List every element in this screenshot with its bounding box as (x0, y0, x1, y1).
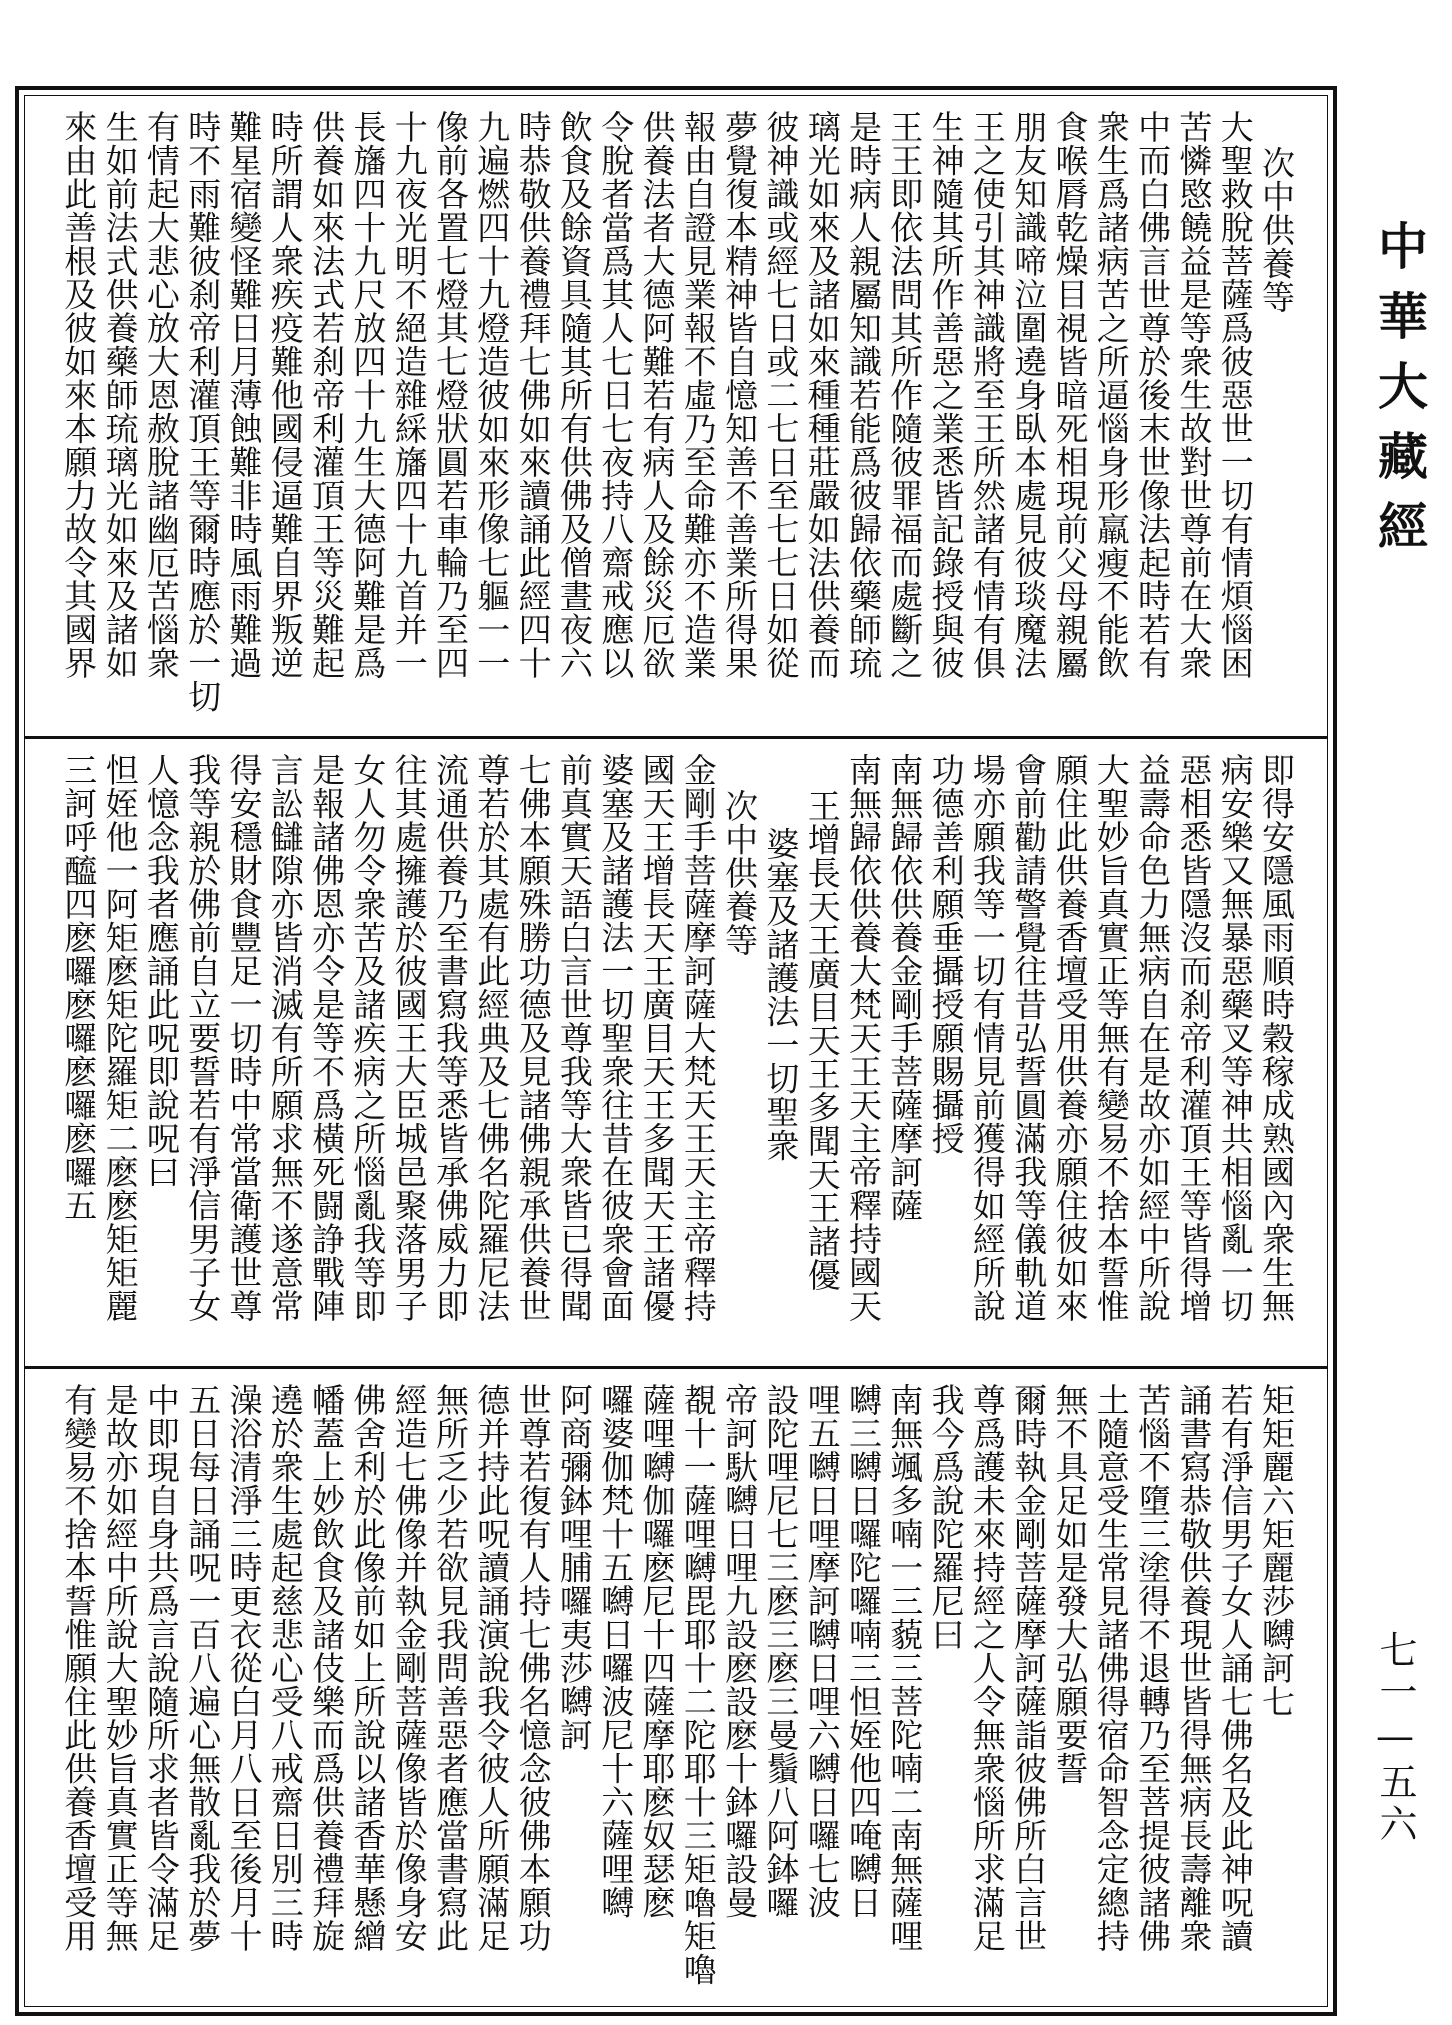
text-column: 哩五嚩日哩摩訶嚩日哩六嚩日囉七波 (802, 1383, 842, 1919)
text-column: 王之使引其神識將至王所然諸有情有俱 (967, 110, 1007, 680)
text-column: 誦書寫恭敬供養現世皆得無病長壽離衆 (1174, 1383, 1214, 1953)
text-column: 有變易不捨本誓惟願住此供養香壇受用 (59, 1383, 99, 1953)
text-column: 王增長天王廣目天王多聞天王諸優 (802, 789, 842, 1292)
text-column: 時恭敬供養禮拜七佛如來讀誦此經四十 (513, 110, 553, 680)
text-column: 生如前法式供養藥師琉璃光如來及諸如 (100, 110, 140, 680)
text-column: 令脫者當爲其人七日七夜持八齋戒應以 (596, 110, 636, 680)
text-column: 得安穩財食豐足一切時中常當衛護世尊 (224, 753, 264, 1323)
text-column: 佛舍利於此像前如上所說以諸香華懸繒 (348, 1383, 388, 1953)
text-column: 九遍燃四十九燈造彼如來形像七軀一一 (472, 110, 512, 680)
text-column: 矩矩麗六矩麗莎嚩訶七 (1257, 1383, 1296, 1718)
text-column: 功德善利願垂攝授願賜攝授 (926, 753, 966, 1155)
page-frame-inner (24, 95, 1328, 2007)
text-column: 食喉脣乾燥目視皆暗死相現前父母親屬 (1050, 110, 1090, 680)
text-column: 供養如來法式若刹帝利灌頂王等災難起 (307, 110, 347, 680)
text-column: 嚩三嚩日囉陀囉喃三怛姪他四唵嚩日 (844, 1383, 883, 1919)
text-column: 會前勸請警覺往昔弘誓圓滿我等儀軌道 (1009, 753, 1049, 1323)
middle-register (25, 736, 1327, 1366)
text-column: 婆塞及諸護法一切聖衆往昔在彼衆會面 (596, 753, 636, 1323)
text-column: 三訶呼醯四麽囉麽囉麽囉麽囉五 (59, 753, 99, 1222)
text-column: 幡蓋上妙飲食及諸伎樂而爲供養禮拜旋 (307, 1383, 347, 1953)
text-column: 流通供養乃至書寫我等悉皆承佛威力即 (431, 753, 470, 1323)
text-column: 我等親於佛前自立要誓若有淨信男子女 (183, 753, 223, 1323)
text-column: 王王即依法問其所作隨彼罪福而處斷之 (885, 110, 925, 680)
text-column: 次中供養等 (720, 789, 760, 957)
text-column: 生神隨其所作善惡之業悉皆記錄授與彼 (926, 110, 966, 680)
text-column: 是時病人親屬知識若能爲彼歸依藥師琉 (844, 110, 883, 680)
text-column: 土隨意受生常見諸佛得宿命智念定總持 (1091, 1383, 1131, 1953)
text-column: 世尊若復有人持七佛名憶念彼佛本願功 (513, 1383, 553, 1953)
text-column: 惡相悉皆隱沒而刹帝利灌頂王等皆得增 (1174, 753, 1214, 1323)
text-column: 璃光如來及諸如來種種莊嚴如法供養而 (802, 110, 842, 680)
text-column: 大聖救脫菩薩爲彼惡世一切有情煩惱困 (1215, 110, 1255, 680)
text-column: 往其處擁護於彼國王大臣城邑聚落男子 (389, 753, 429, 1323)
text-column: 難星宿變怪難日月薄蝕難非時風雨難過 (224, 110, 264, 680)
text-column: 尊若於其處有此經典及七佛名陀羅尼法 (472, 753, 512, 1323)
text-column: 益壽命色力無病自在是故亦如經中所說 (1133, 753, 1173, 1323)
text-column: 朋友知識啼泣圍遶身臥本處見彼琰魔法 (1009, 110, 1049, 680)
text-column: 中即現自身共爲言說隨所求者皆令滿足 (141, 1383, 181, 1953)
text-column: 長旛四十九尺放四十九生大德阿難是爲 (348, 110, 388, 680)
text-column: 次中供養等 (1257, 146, 1296, 314)
text-column: 有情起大悲心放大恩赦脫諸幽厄苦惱衆 (141, 110, 181, 680)
page-number: 七一—五六 (1373, 1630, 1417, 1846)
text-column: 報由自證見業報不虛乃至命難亦不造業 (678, 110, 718, 680)
text-column: 時所謂人衆疾疫難他國侵逼難自界叛逆 (265, 110, 305, 680)
upper-register (25, 96, 1327, 736)
text-column: 無不具足如是發大弘願要誓 (1050, 1383, 1090, 1785)
text-column: 夢覺復本精神皆自憶知善不善業所得果 (720, 110, 760, 680)
text-column: 五日每日誦呪一百八遍心無散亂我於夢 (183, 1383, 223, 1953)
text-column: 供養法者大德阿難若有病人及餘災厄欲 (637, 110, 677, 680)
text-column: 即得安隱風雨順時穀稼成熟國內衆生無 (1257, 753, 1296, 1323)
text-column: 來由此善根及彼如來本願力故令其國界 (59, 110, 99, 680)
text-column: 經造七佛像并執金剛菩薩像皆於像身安 (389, 1383, 429, 1953)
text-column: 帝訶馱嚩日哩九設麽設麽十鉢囉設曼 (720, 1383, 760, 1919)
text-column: 若有淨信男子女人誦七佛名及此神呪讀 (1215, 1383, 1255, 1953)
text-column: 澡浴清淨三時更衣從白月八日至後月十 (224, 1383, 264, 1953)
text-column: 人憶念我者應誦此呪即說呪曰 (141, 753, 181, 1189)
text-column: 前真實天語白言世尊我等大衆皆已得聞 (554, 753, 594, 1323)
page-frame (15, 86, 1337, 2016)
text-column: 十九夜光明不絕造雜綵旛四十九首并一 (389, 110, 429, 680)
text-column: 願住此供養香壇受用供養亦願住彼如來 (1050, 753, 1090, 1323)
text-column: 彼神識或經七日或二七日至七七日如從 (761, 110, 801, 680)
text-column: 南無颯多喃一三藐三菩陀喃二南無薩哩 (885, 1383, 925, 1953)
text-column: 南無歸依供養金剛手菩薩摩訶薩 (885, 753, 925, 1222)
text-column: 飲食及餘資具隨其所有供佛及僧晝夜六 (554, 110, 594, 680)
text-column: 時不雨難彼刹帝利灌頂王等爾時應於一切 (183, 110, 223, 713)
text-column: 阿商彌鉢哩脯囉夷莎嚩訶 (554, 1383, 594, 1752)
text-column: 覩十一薩哩嚩毘耶十二陀耶十三矩嚕矩嚕 (678, 1383, 718, 1986)
text-column: 薩哩嚩伽囉麽尼十四薩摩耶麽奴瑟麽 (637, 1383, 677, 1919)
text-column: 是報諸佛恩亦令是等不爲橫死闘諍戰陣 (307, 753, 347, 1323)
text-column: 衆生爲諸病苦之所逼惱身形羸瘦不能飲 (1091, 110, 1131, 680)
text-column: 婆塞及諸護法一切聖衆 (761, 827, 801, 1162)
text-column: 無所乏少若欲見我問善惡者應當書寫此 (431, 1383, 470, 1953)
text-column: 我今爲說陀羅尼曰 (926, 1383, 966, 1651)
text-column: 南無歸依供養大梵天王天主帝釋持國天 (844, 753, 883, 1323)
text-column: 言訟讎隙亦皆消滅有所願求無不遂意常 (265, 753, 305, 1323)
text-column: 怛姪他一阿矩麽矩陀羅矩二麽麽矩矩麗 (100, 753, 140, 1323)
text-column: 國天王增長天王廣目天王多聞天王諸優 (637, 753, 677, 1323)
text-column: 七佛本願殊勝功德及見諸佛親承供養世 (513, 753, 553, 1323)
text-column: 苦憐愍饒益是等衆生故對世尊前在大衆 (1174, 110, 1214, 680)
text-column: 場亦願我等一切有情見前獲得如經所說 (967, 753, 1007, 1323)
text-column: 大聖妙旨真實正等無有變易不捨本誓惟 (1091, 753, 1131, 1323)
text-column: 像前各置七燈其七燈狀圓若車輪乃至四 (431, 110, 470, 680)
text-column: 囉婆伽梵十五嚩日囉波尼十六薩哩嚩 (596, 1383, 636, 1919)
text-column: 苦惱不墮三塗得不退轉乃至菩提彼諸佛 (1133, 1383, 1173, 1953)
side-title: 中華大藏經 (1370, 220, 1428, 570)
text-column: 是故亦如經中所說大聖妙旨真實正等無 (100, 1383, 140, 1953)
lower-register (25, 1366, 1327, 2021)
text-column: 德并持此呪讀誦演說我令彼人所願滿足 (472, 1383, 512, 1953)
text-column: 女人勿令衆苦及諸疾病之所惱亂我等即 (348, 753, 388, 1323)
text-column: 中而白佛言世尊於後末世像法起時若有 (1133, 110, 1173, 680)
text-column: 尊爲護未來持經之人令無衆惱所求滿足 (967, 1383, 1007, 1953)
text-column: 病安樂又無暴惡藥叉等神共相惱亂一切 (1215, 753, 1255, 1323)
text-column: 遶於衆生處起慈悲心受八戒齋日別三時 (265, 1383, 305, 1953)
text-column: 爾時執金剛菩薩摩訶薩詣彼佛所白言世 (1009, 1383, 1049, 1953)
text-column: 設陀哩尼七三麽三麽三曼鬚八阿鉢囉 (761, 1383, 801, 1919)
text-column: 金剛手菩薩摩訶薩大梵天王天主帝釋持 (678, 753, 718, 1323)
